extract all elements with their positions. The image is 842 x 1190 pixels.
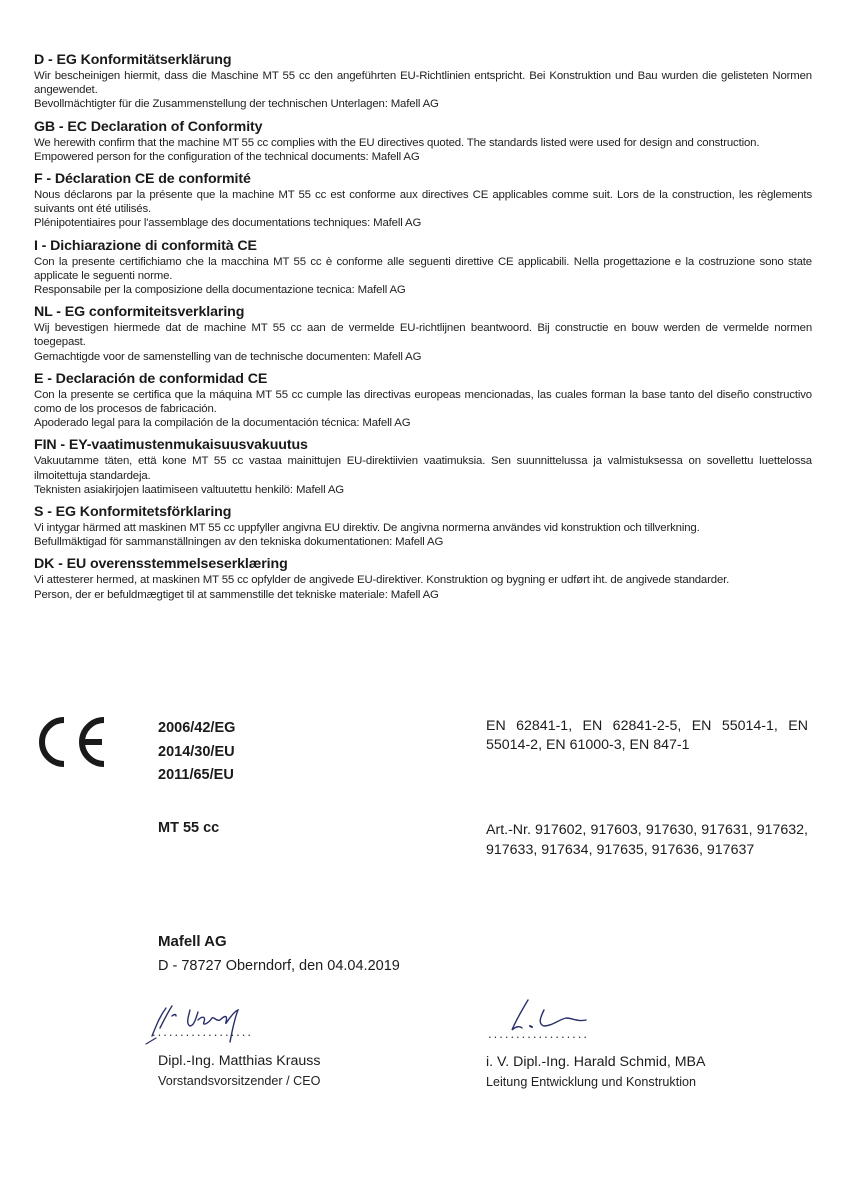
declaration-f (34, 171, 812, 231)
declaration-s (34, 504, 812, 549)
declaration-body: Nous déclarons par la présente que la machine MT 55 cc est conforme aux directives CE applicables comme suit. Lors de la construction, les règlements suivants ont été utilisés. (34, 189, 812, 216)
directives-list (158, 717, 235, 788)
declaration-dk (34, 556, 812, 601)
signatory-role: Leitung Entwicklung und Konstruktion (486, 1075, 697, 1089)
signature-block-development (482, 996, 782, 1089)
declaration-heading: NL - EG conformiteitsverklaring (34, 304, 245, 321)
declaration-authorized: Bevollmächtigter für die Zusammenstellung der technischen Unterlagen: Mafell AG (34, 98, 439, 111)
declaration-heading: DK - EU overensstemmelseserklæring (34, 556, 288, 573)
declaration-heading: D - EG Konformitätserklärung (34, 52, 232, 68)
signature-line: .................. (488, 1026, 590, 1041)
declaration-body: Con la presente certifichiamo che la macchina MT 55 cc è conforme alle seguenti direttive CE applicabili. Nella progettazione e la costruzione sono state applicate le seguenti norme. (34, 255, 812, 282)
declaration-fin (34, 437, 812, 497)
declaration-body: Wij bevestigen hiermede dat de machine MT 55 cc aan de vermelde EU-richtlijnen beantwoord. Bij constructie en bouw werden de vermelde normen toegepast. (34, 322, 812, 349)
declaration-de (34, 52, 812, 112)
declaration-body: Vakuutamme täten, että kone MT 55 cc vastaa mainittujen EU-direktiivien vaatimuksia. Sen suunnittelussa ja valmistuksessa on sovellettu luettelossa ilmoitettuja standardeja. (34, 455, 812, 482)
declaration-body: Vi attesterer hermed, at maskinen MT 55 cc opfylder de angivede EU-direktiver. Konstruktion og bygning er udført iht. de angivede standarder. (34, 574, 730, 587)
signature-block-ceo (142, 998, 402, 1088)
declaration-authorized: Apoderado legal para la compilación de la documentación técnica: Mafell AG (34, 417, 411, 430)
declaration-body: Con la presente se certifica que la máquina MT 55 cc cumple las directivas europeas mencionadas, las cuales forman la base tanto del diseño constructivo como de los procesos de fabricación. (34, 388, 812, 416)
declaration-authorized: Empowered person for the configuration of the technical documents: Mafell AG (34, 150, 420, 163)
signature-line: .................. (152, 1024, 254, 1039)
declaration-heading: E - Declaración de conformidad CE (34, 370, 268, 387)
article-numbers: Art.-Nr. 917602, 917603, 917630, 917631, 917632, 917633, 917634, 917635, 917636, 917637 (486, 822, 808, 858)
declaration-authorized: Plénipotentiaires pour l'assemblage des documentations techniques: Mafell AG (34, 217, 422, 230)
declaration-body: Vi intygar härmed att maskinen MT 55 cc uppfyller angivna EU direktiv. De angivna normerna användes vid konstruktion och tillverkning. (34, 522, 700, 535)
signatory-name: i. V. Dipl.-Ing. Harald Schmid, MBA (486, 1054, 706, 1070)
declaration-nl (34, 304, 812, 364)
machine-model: MT 55 cc (158, 820, 220, 836)
directive-item: 2014/30/EU (158, 743, 235, 760)
declaration-body: Wir bescheinigen hiermit, dass die Maschine MT 55 cc den angeführten EU-Richtlinien entspricht. Bei Konstruktion und Bau wurden die gelisteten Normen angewendet. (34, 70, 812, 97)
declaration-authorized: Responsabile per la composizione della documentazione tecnica: Mafell AG (34, 284, 406, 297)
signatory-role: Vorstandsvorsitzender / CEO (158, 1074, 321, 1088)
declaration-heading: F - Déclaration CE de conformité (34, 171, 251, 188)
standards-list: EN 62841-1, EN 62841-2-5, EN 55014-1, EN 55014-2, EN 61000-3, EN 847-1 (486, 718, 808, 753)
directive-item: 2011/65/EU (158, 767, 234, 783)
declaration-e (34, 371, 812, 431)
company-name: Mafell AG (158, 933, 227, 950)
location-date: D - 78727 Oberndorf, den 04.04.2019 (158, 958, 400, 974)
declaration-heading: I - Dichiarazione di conformità CE (34, 237, 257, 254)
declaration-heading: S - EG Konformitetsförklaring (34, 504, 232, 521)
declaration-authorized: Gemachtigde voor de samenstelling van de technische documenten: Mafell AG (34, 350, 422, 363)
declaration-i (34, 238, 812, 298)
declaration-heading: GB - EC Declaration of Conformity (34, 118, 263, 135)
declaration-authorized: Teknisten asiakirjojen laatimiseen valtuutettu henkilö: Mafell AG (34, 483, 344, 496)
ce-mark-logo (32, 716, 112, 768)
declaration-authorized: Person, der er befuldmægtiget til at sammenstille det tekniske materiale: Mafell AG (34, 588, 439, 601)
declaration-heading: FIN - EY-vaatimustenmukaisuusvakuutus (34, 437, 308, 454)
signatory-name: Dipl.-Ing. Matthias Krauss (158, 1053, 321, 1069)
declaration-gb (34, 119, 812, 164)
declaration-authorized: Befullmäktigad för sammanställningen av den tekniska dokumentationen: Mafell AG (34, 536, 444, 549)
declaration-body: We herewith confirm that the machine MT 55 cc complies with the EU directives quoted. The standards listed were used for design and construction. (34, 136, 760, 149)
declarations-list (34, 52, 812, 609)
directive-item: 2006/42/EG (158, 720, 236, 736)
